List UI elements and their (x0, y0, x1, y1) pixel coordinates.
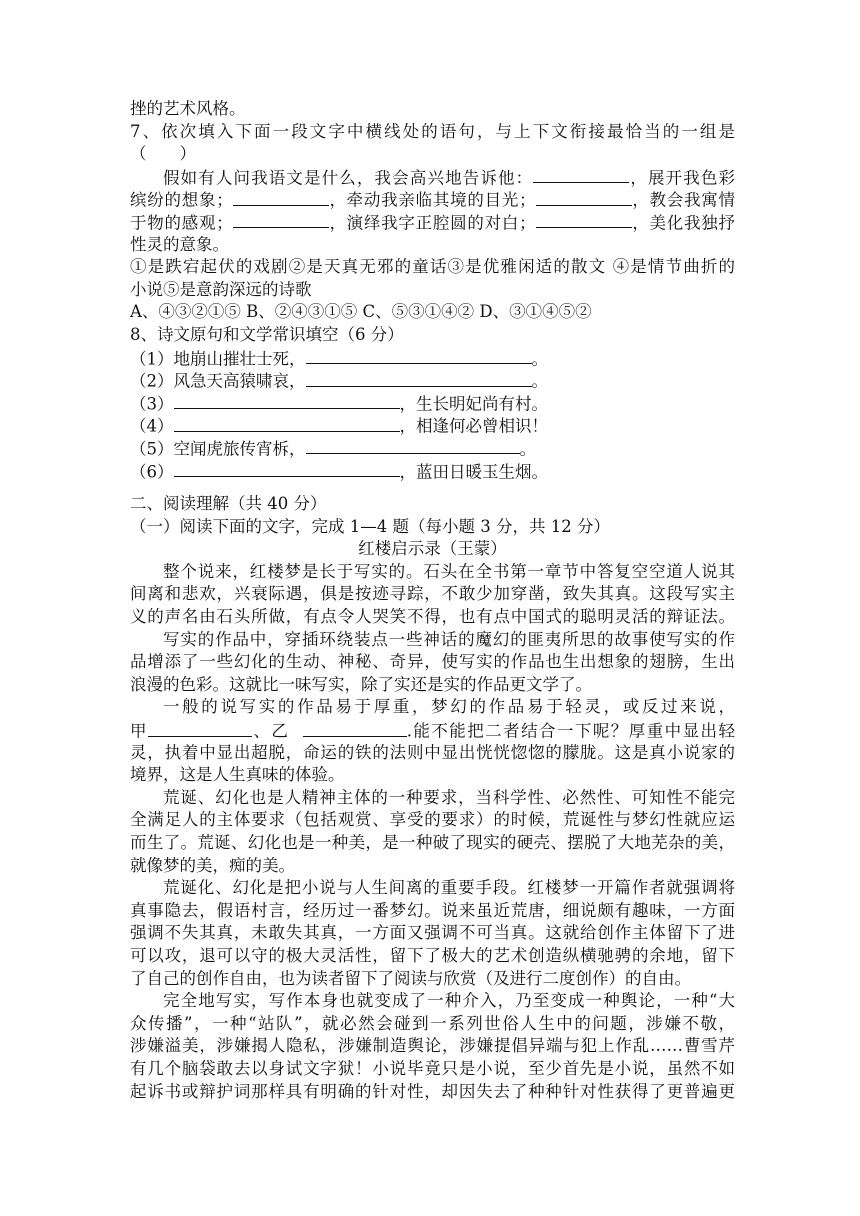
q8-item-2 (130, 369, 735, 392)
exam-page (130, 98, 735, 1103)
q8-text: （1）地崩山摧壮士死， (130, 349, 306, 369)
q7-passage-line (130, 188, 735, 211)
fill-blank (174, 392, 400, 410)
q7-text: 缤纷的想象； (130, 190, 233, 210)
article-line: 义的声名由石头所做，有点令人哭笑不得，也有点中国式的聪明灵活的辩证法。 (130, 607, 735, 627)
q7-text: ，展开我色彩 (629, 168, 736, 188)
article-line: 可以攻，退可以守的极大灵活性，留下了极大的艺术创造纵横驰骋的余地，留下 (130, 945, 735, 965)
article-line: 而生了。荒诞、幻化也是一种美，是一种破了现实的硬壳、摆脱了大地芜杂的美， (130, 833, 735, 852)
article-line: 品增添了一些幻化的生动、神秘、奇异，使写实的作品也生出想象的翅膀，生出 (130, 652, 735, 672)
fill-blank (174, 414, 400, 432)
article-text: 甲 (130, 721, 148, 741)
fill-blank (174, 460, 400, 478)
q8-text: 。 (531, 349, 548, 369)
fill-blank-jia (148, 719, 252, 737)
q8-text: （4） (130, 416, 174, 436)
fill-blank (533, 166, 629, 184)
q7-text: ，美化我独抒 (631, 213, 736, 233)
q7-choices: A、④③②①⑤ B、②④③①⑤ C、⑤③①④② D、③①④⑤② (130, 302, 592, 322)
article-line: 境界，这是人生真味的体验。 (130, 765, 345, 785)
q8-text: ，蓝田日暖玉生烟。 (399, 462, 548, 481)
article-line: 真事隐去，假语村言，经历过一番梦幻。说来虽近荒唐，细说颇有趣味，一方面 (130, 900, 735, 920)
article-line: 荒诞、幻化也是人精神主体的一种要求，当科学性、必然性、可知性不能完 (163, 787, 735, 807)
q7-text: 假如有人问我语文是什么，我会高兴地告诉他： (163, 168, 534, 188)
article-line: 全满足人的主体要求（包括观赏、享受的要求）的时候，荒诞性与梦幻性就应运 (130, 810, 735, 830)
article-line: 了自己的创作自由，也为读者留下了阅读与欣赏（及进行二度创作）的自由。 (130, 968, 691, 988)
q8-item-5 (130, 437, 735, 460)
article-line: 浪漫的色彩。这就比一味写实，除了实还是实的作品更文学了。 (130, 674, 592, 694)
fill-blank (536, 211, 632, 229)
q7-passage-line (130, 166, 735, 189)
article-line: 完全地写实，写作本身也就变成了一种介入，乃至变成一种舆论，一种“大 (163, 991, 735, 1011)
article-text: .能不能把二者结合一下呢？厚重中显出轻 (406, 721, 735, 741)
q8-text: （6） (130, 462, 174, 481)
q8-text: （2）风急天高猿啸哀， (130, 371, 306, 391)
fill-blank (306, 347, 532, 365)
fill-blank (536, 188, 632, 206)
q7-text: ，牵动我亲临其境的目光； (328, 190, 536, 210)
article-line: 整个说来，红楼梦是长于写实的。石头在全书第一章节中答复空空道人说其 (163, 561, 735, 581)
q7-passage-line (130, 211, 735, 234)
answer-parentheses: （ ） (130, 144, 196, 164)
q7-options-line: 小说⑤是意韵深远的诗歌 (130, 279, 312, 299)
q7-text: 于物的感观； (130, 213, 233, 233)
fill-blank (306, 369, 532, 387)
q8-item-4 (130, 414, 735, 437)
q8-text: 。 (519, 439, 536, 459)
article-line: 灵，执着中显出超脱，命运的铁的法则中显出恍恍惚惚的朦胧。这是真小说家的 (130, 742, 735, 762)
text-line: 挫的艺术风格。 (130, 99, 246, 118)
article-title: 红楼启示录（王蒙） (358, 539, 507, 559)
q7-options-line: ①是跌宕起伏的戏剧②是天真无邪的童话③是优雅闲适的散文 ④是情节曲折的 (130, 257, 735, 277)
article-line: 涉嫌溢美，涉嫌揭人隐私，涉嫌制造舆论，涉嫌提倡异端与犯上作乱……曹雪芹 (130, 1036, 735, 1056)
q8-text: （5）空闻虎旅传宵柝， (130, 439, 306, 459)
article-line: 起诉书或辩护词那样具有明确的针对性，却因失去了种种针对性获得了更普遍更 (130, 1081, 735, 1101)
q7-text: ，教会我寓情 (631, 190, 736, 210)
section-subheading: （一）阅读下面的文字，完成 1—4 题（每小题 3 分，共 12 分） (130, 516, 610, 536)
article-line: 就像梦的美，痴的美。 (130, 855, 295, 875)
article-line: 强调不失其真，未敢失其真，一方面又强调不可当真。这就给创作主体留下了进 (130, 923, 735, 943)
q8-text: （3） (130, 394, 174, 414)
article-line: 间离和悲欢，兴衰际遇，俱是按迹寻踪，不敢少加穿凿，致失其真。这段写实主 (130, 584, 735, 604)
q8-text: 。 (531, 371, 548, 391)
q7-passage-line: 性灵的意象。 (130, 234, 229, 254)
section-heading: 二、阅读理解（共 40 分） (130, 494, 327, 514)
q8-text: ，相逢何必曾相识！ (399, 416, 548, 436)
q8-text: ，生长明妃尚有村。 (399, 394, 548, 414)
article-line: 荒诞化、幻化是把小说与人生间离的重要手段。红楼梦一开篇作者就强调将 (163, 878, 735, 898)
question-7-stem: 7、依次填入下面一段文字中横线处的语句，与上下文衔接最恰当的一组是 (130, 121, 735, 141)
q7-text: ，演绎我字正腔圆的对白； (328, 213, 536, 233)
article-text: 、乙 (251, 721, 290, 741)
q8-item-6 (130, 460, 735, 483)
article-line: 有几个脑袋敢去以身试文字狱！小说毕竟只是小说，至少首先是小说，虽然不如 (130, 1058, 735, 1078)
article-line: 一般的说写实的作品易于厚重，梦幻的作品易于轻灵，或反过来说， (163, 697, 735, 717)
fill-blank (233, 211, 329, 229)
q8-item-3 (130, 392, 735, 415)
article-line (130, 719, 735, 742)
question-8-title: 8、诗文原句和文学常识填空（6 分） (130, 324, 404, 344)
fill-blank (306, 437, 520, 455)
article-line: 写实的作品中，穿插环绕装点一些神话的魔幻的匪夷所思的故事使写实的作 (163, 629, 735, 649)
fill-blank-yi (303, 719, 407, 737)
article-line: 众传播”，一种“站队”，就必然会碰到一系列世俗人生中的问题，涉嫌不敬， (130, 1013, 735, 1033)
fill-blank (233, 188, 329, 206)
q8-item-1 (130, 347, 735, 370)
